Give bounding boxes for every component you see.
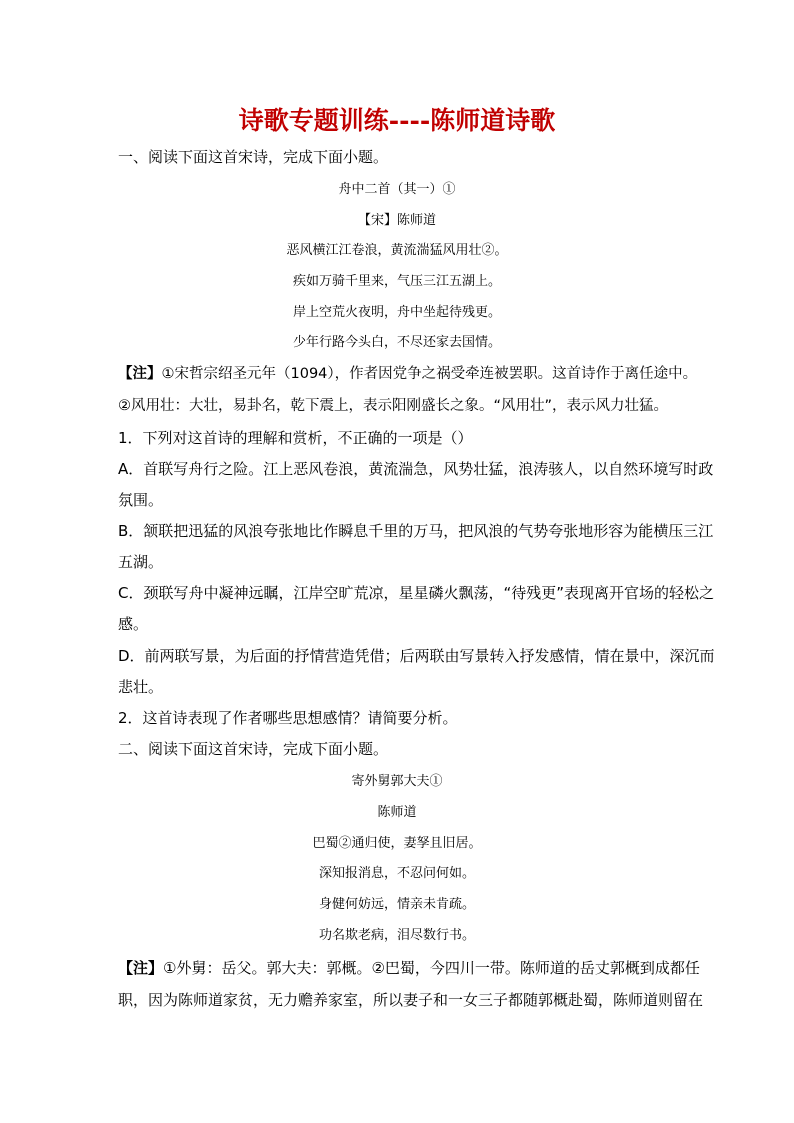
poem1-note-1: 【注】①宋哲宗绍圣元年（1094），作者因党争之祸受牵连被罢职。这首诗作于离任途中。 — [118, 366, 698, 382]
poem2-author: 陈师道 — [377, 805, 417, 820]
poem2-note-1: 【注】①外舅：岳父。郭大夫：郭概。②巴蜀，今四川一带。陈师道的岳丈郭概到成都任 — [118, 959, 700, 977]
option-a-line-1: A．首联写舟行之险。江上恶风卷浪，黄流湍急，风势壮猛，浪涛骇人，以自然环境写时政 — [118, 460, 714, 478]
option-c-line-1: C．颈联写舟中凝神远瞩，江岸空旷荒凉，星星磷火飘荡，“待残更”表现离开官场的轻松之 — [118, 584, 715, 602]
poem2-note-2: 职，因为陈师道家贫，无力赡养家室，所以妻子和一女三子都随郭概赴蜀，陈师道则留在 — [118, 991, 704, 1009]
option-b-line-1: B．颔联把迅猛的风浪夸张地比作瞬息千里的万马，把风浪的气势夸张地形容为能横压三江 — [118, 522, 714, 540]
poem2-line-1: 巴蜀②通归使，妻孥且旧居。 — [312, 836, 482, 851]
question-2: 2．这首诗表现了作者哪些思想感情？请简要分析。 — [118, 709, 458, 727]
poem2-line-4: 功名欺老病，泪尽数行书。 — [318, 928, 475, 943]
poem1-line-1: 恶风横江江卷浪，黄流湍猛风用壮②。 — [286, 243, 508, 258]
poem2-title: 寄外舅郭大夫① — [351, 774, 443, 789]
question-1: 1．下列对这首诗的理解和赏析，不正确的一项是（） — [118, 429, 473, 447]
option-c-line-2: 感。 — [118, 615, 149, 633]
poem1-line-3: 岸上空荒火夜明，舟中坐起待残更。 — [292, 305, 501, 320]
option-d-line-1: D．前两联写景，为后面的抒情营造凭借；后两联由写景转入抒发感情，情在景中，深沉而 — [118, 647, 715, 665]
option-d-line-2: 悲壮。 — [118, 678, 164, 696]
note-label: 【注】 — [118, 366, 162, 382]
poem1-line-2: 疾如万骑千里来，气压三江五湖上。 — [292, 274, 501, 289]
option-a-line-2: 氛围。 — [118, 491, 164, 509]
section1-heading: 一、阅读下面这首宋诗，完成下面小题。 — [118, 148, 389, 166]
poem2-line-3: 身健何妨远，情亲未肯疏。 — [318, 897, 475, 912]
poem2-line-2: 深知报消息，不忍问何如。 — [318, 866, 475, 881]
poem1-line-4: 少年行路今头白，不尽还家去国情。 — [292, 335, 501, 350]
note-label: 【注】 — [118, 959, 164, 977]
poem1-title: 舟中二首（其一）① — [338, 182, 456, 197]
poem1-note-2: ②风用壮：大壮，易卦名，乾下震上，表示阳刚盛长之象。“风用壮”，表示风力壮猛。 — [118, 398, 669, 414]
poem1-author: 【宋】陈师道 — [357, 213, 436, 228]
section2-heading: 二、阅读下面这首宋诗，完成下面小题。 — [118, 740, 389, 758]
page-title: 诗歌专题训练----陈师道诗歌 — [238, 106, 556, 135]
option-b-line-2: 五湖。 — [118, 553, 164, 571]
